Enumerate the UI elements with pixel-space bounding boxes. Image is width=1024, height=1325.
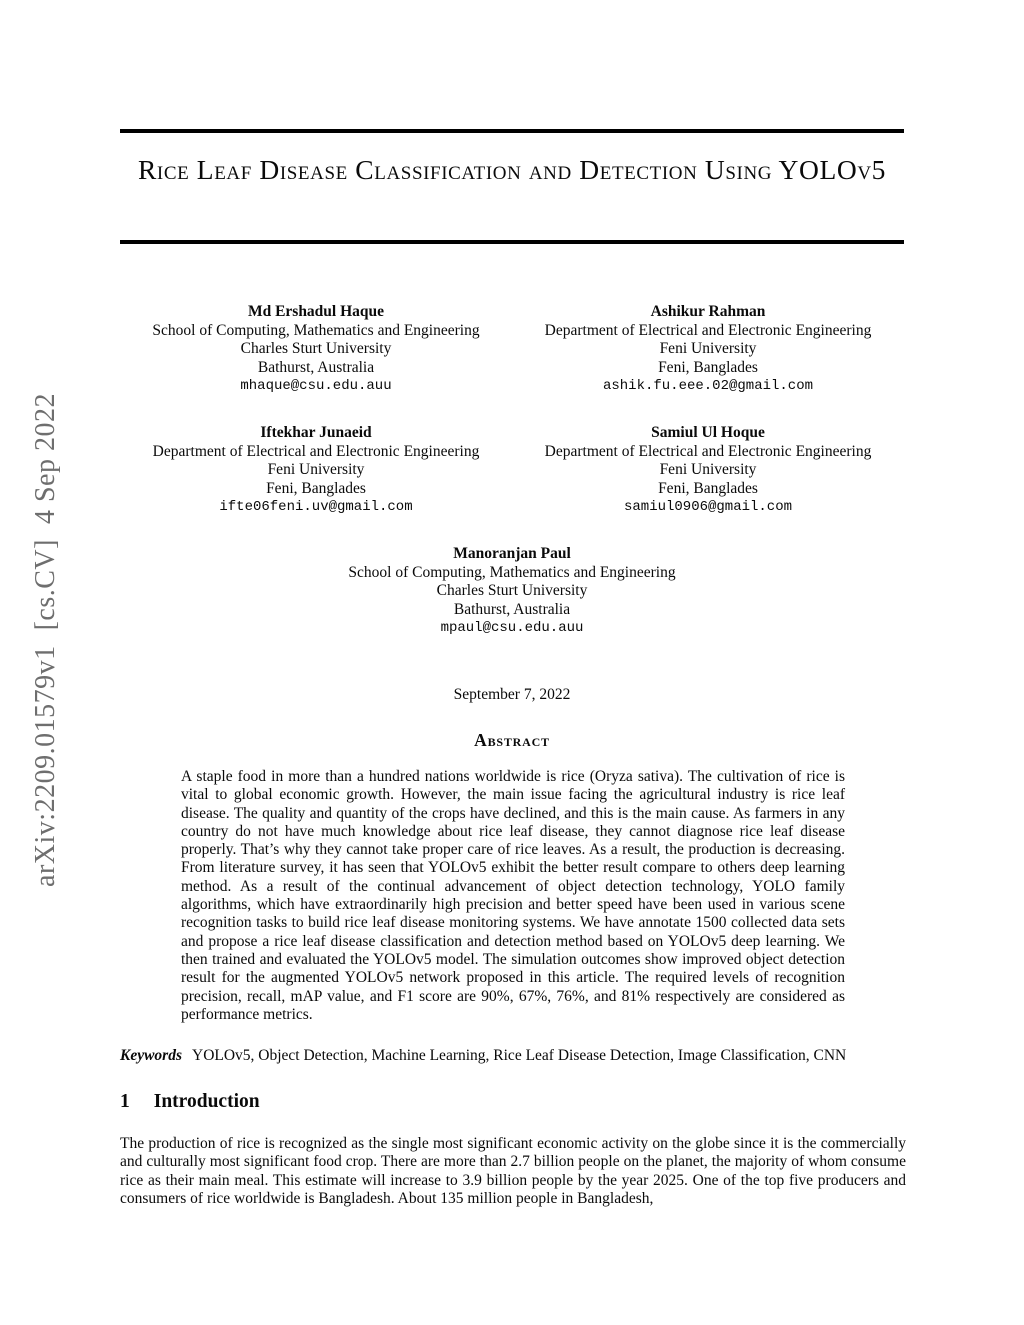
author-affiliation: School of Computing, Mathematics and Engineering bbox=[348, 563, 676, 581]
arxiv-watermark: arXiv:2209.01579v1 [cs.CV] 4 Sep 2022 bbox=[30, 393, 61, 887]
author-city: Feni, Banglades bbox=[658, 358, 758, 376]
section-1-paragraph: The production of rice is recognized as the single most significant economic activity on the globe since it is the commercially and culturally most significant food crop. There are more than 2.7 billion people on the planet, the majority of whom consume rice as their main meal. This estimate will increase to 3.9 billion people by the year 2025. One of the top five producers and consumers of rice worldwide is Bangladesh. About 135 million people in Bangladesh, bbox=[120, 1135, 906, 1208]
author-email: ifte06feni.uv@gmail.com bbox=[219, 499, 413, 515]
author-name: Samiul Ul Hoque bbox=[651, 424, 765, 441]
title-rule-bottom bbox=[120, 240, 904, 244]
keywords-line bbox=[120, 1047, 906, 1065]
author-block-5 bbox=[120, 545, 904, 638]
paper-title: Rice Leaf Disease Classification and Detection Using YOLOv5 bbox=[137, 154, 887, 185]
section-title: Introduction bbox=[153, 1091, 260, 1112]
title-rule-top bbox=[120, 129, 904, 133]
author-name: Md Ershadul Haque bbox=[247, 303, 385, 320]
author-university: Charles Sturt University bbox=[240, 340, 392, 357]
author-block-2 bbox=[512, 303, 904, 396]
author-affiliation: Department of Electrical and Electronic Engineering bbox=[544, 442, 872, 460]
paper-date: September 7, 2022 bbox=[453, 686, 571, 703]
author-city: Feni, Banglades bbox=[658, 479, 758, 497]
author-email: samiul0906@gmail.com bbox=[623, 499, 793, 515]
author-city: Bathurst, Australia bbox=[453, 600, 571, 618]
authors-row-1 bbox=[120, 303, 904, 396]
keywords-text: YOLOv5, Object Detection, Machine Learning, Rice Leaf Disease Detection, Image Classification, CNN bbox=[192, 1047, 847, 1064]
authors-row-2 bbox=[120, 424, 904, 517]
author-email: mpaul@csu.edu.auu bbox=[440, 620, 584, 636]
author-name: Ashikur Rahman bbox=[650, 303, 766, 320]
abstract-text: A staple food in more than a hundred nations worldwide is rice (Oryza sativa). The cultivation of rice is vital to global economic growth. However, the main issue facing the agricultural industry is rice leaf disease. The quality and quantity of the crops have declined, and this is the main cause. As farmers in any country do not have much knowledge about rice leaf disease, they cannot diagnose rice leaf disease properly. That’s why they cannot take proper care of rice leaves. As a result, the production is decreasing. From literature survey, it has seen that YOLOv5 exhibit the better result compare to others deep learning method. As a result of the continual advancement of object detection technology, YOLO family algorithms, which have extraordinarily high precision and better speed have been used in various scene recognition tasks to build rice leaf disease monitoring systems. We have annotate 1500 collected data sets and propose a rice leaf disease classification and detection method based on YOLOv5 deep learning. We then trained and evaluated the YOLOv5 model. The simulation outcomes show improved object detection result for the augmented YOLOv5 network proposed in this article. The required levels of recognition precision, recall, mAP value, and F1 score are 90%, 67%, 76%, and 81% respectively are considered as performance metrics. bbox=[181, 768, 845, 1023]
author-university: Feni University bbox=[659, 340, 757, 357]
author-name: Manoranjan Paul bbox=[453, 545, 571, 562]
author-university: Charles Sturt University bbox=[436, 582, 588, 599]
author-affiliation: Department of Electrical and Electronic Engineering bbox=[152, 442, 480, 460]
author-email: mhaque@csu.edu.auu bbox=[240, 378, 392, 394]
abstract-heading: Abstract bbox=[474, 730, 550, 750]
author-name: Iftekhar Junaeid bbox=[260, 424, 372, 441]
section-number: 1 bbox=[120, 1091, 130, 1112]
author-city: Feni, Banglades bbox=[266, 479, 366, 497]
author-block-4 bbox=[512, 424, 904, 517]
author-university: Feni University bbox=[267, 461, 365, 478]
author-city: Bathurst, Australia bbox=[257, 358, 375, 376]
keywords-label: Keywords bbox=[120, 1047, 182, 1064]
author-affiliation: Department of Electrical and Electronic Engineering bbox=[544, 321, 872, 339]
author-block-3 bbox=[120, 424, 512, 517]
author-affiliation: School of Computing, Mathematics and Engineering bbox=[152, 321, 480, 339]
author-university: Feni University bbox=[659, 461, 757, 478]
author-block-1 bbox=[120, 303, 512, 396]
section-1-heading bbox=[120, 1091, 906, 1113]
author-email: ashik.fu.eee.02@gmail.com bbox=[602, 378, 814, 394]
